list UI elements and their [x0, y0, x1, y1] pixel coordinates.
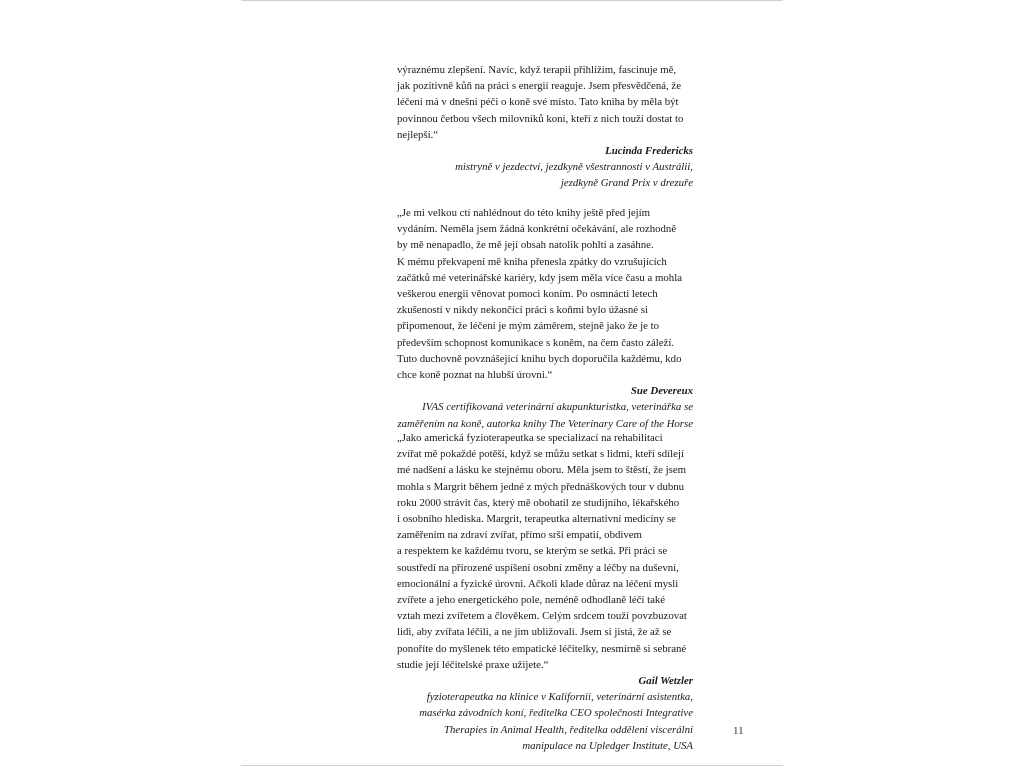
testimonial-author: Sue Devereux: [630, 385, 693, 398]
testimonial-credentials: mistryně v jezdectví, jezdkyně všestrannosti v Austrálii, jezdkyně Grand Prix v drezuře: [455, 161, 693, 190]
testimonial-credentials: fyzioterapeutka na klinice v Kalifornii, veterinární asistentka, masérka závodních koní, ředitelka CEO společnosti Integrative Therapies in Animal Health, ředitelka oddělení viscerální manipulace na Upledger Institute, USA: [419, 691, 693, 752]
testimonial-text: „Jako americká fyzioterapeutka se specializací na rehabilitaci zvířat mě pokaždé potěší, když se můžu setkat s lidmi, kteří sdílejí mé nadšení a lásku ke stejnému oboru. Měla jsem to štěstí, že jsem mohla s Margrit během jedné z mých přednáškových tour v dubnu roku 2000 strávit čas, který mě obohatil ze studijního, lékařského i osobního hlediska. Margrit, terapeutka alternativní medicíny se zaměřením na zdraví zvířat, přímo srší empatií, obdivem a respektem ke každému tvoru, se kterým se setká. Při práci se soustředí na přirozené uspíšení osobní změny a léčby na duševní, emocionální a fyzické úrovni. Ačkoli klade důraz na léčení mysli zvířete a jeho energetického pole, neméně odhodlaně léčí také vztah mezi zvířetem a člověkem. Celým srdcem touží povzbuzovat lidi, aby zvířata léčili, a ne jim ubližovali. Jsem si jistá, že až se ponoříte do myšlenek této empatické léčitelky, nesmírně si sebrané studie její léčitelské praxe užijete.“: [397, 432, 687, 671]
page-number: 11: [733, 725, 744, 737]
testimonial-author: Lucinda Fredericks: [605, 145, 693, 158]
testimonial-block: [397, 430, 693, 754]
page-top-edge: [241, 0, 783, 1]
page-bottom-edge: [241, 765, 783, 766]
testimonial-text: „Je mi velkou ctí nahlédnout do této knihy ještě před jejím vydáním. Neměla jsem žádná konkrétní očekávání, ale rozhodně by mě nenapadlo, že mě její obsah natolik pohltí a zasáhne. K mému překvapení mě kniha přenesla zpátky do vzrušujících začátků mé veterinářské kariéry, kdy jsem měla více času a mohla veškerou energii věnovat pomoci koním. Po osmnácti letech zkušeností v nikdy nekončící práci s koňmi bylo úžasné si připomenout, že léčení je mým záměrem, stejně jako že je to především schopnost komunikace s koněm, na čem často záleží. Tuto duchovně povznášející knihu bych doporučila každému, kdo chce koně poznat na hlubší úrovni.“: [397, 207, 682, 382]
testimonial-block: [397, 62, 693, 192]
testimonial-author: Gail Wetzler: [638, 675, 693, 688]
testimonial-block: [397, 205, 693, 432]
testimonial-credentials: IVAS certifikovaná veterinární akupunkturistka, veterinářka se zaměřením na koně, autorka knihy The Veterinary Care of the Horse: [397, 401, 693, 430]
testimonial-text: výraznému zlepšení. Navíc, když terapii přihlížím, fascinuje mě, jak pozitivně kůň na práci s energií reaguje. Jsem přesvědčená, že léčení má v dnešní péči o koně své místo. Tato kniha by měla být povinnou četbou všech milovníků koní, kteří z nich touží dostat to nejlepší.“: [397, 64, 684, 141]
